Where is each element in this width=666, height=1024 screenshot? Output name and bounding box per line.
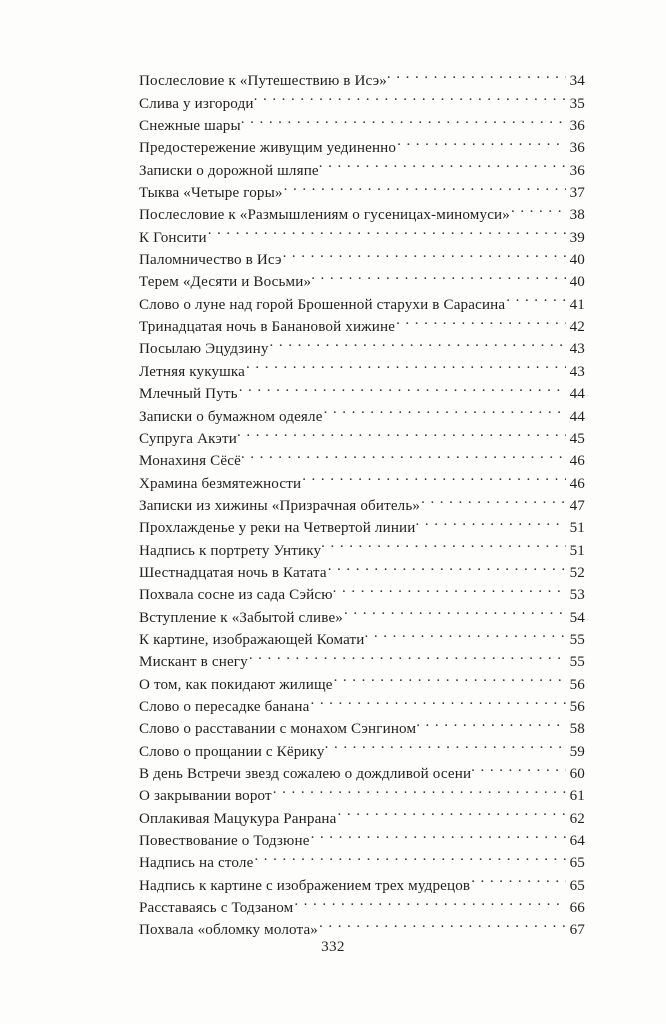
toc-entry-page-number: 61 <box>569 788 585 805</box>
toc-entry-title: Послесловие к «Путешествию в Исэ» <box>139 73 387 90</box>
toc-entry-page-number: 56 <box>569 698 585 715</box>
toc-leader-dots <box>396 309 566 331</box>
toc-leader-dots <box>283 242 566 264</box>
toc-entry-page-number: 55 <box>569 631 585 648</box>
toc-entry-title: Монахиня Сёсё <box>139 453 241 470</box>
toc-leader-dots <box>273 778 566 800</box>
toc-entry[interactable] <box>139 63 585 90</box>
toc-leader-dots <box>254 845 566 867</box>
toc-leader-dots <box>284 175 566 197</box>
toc-entry-title: Записки о дорожной шляпе <box>139 162 319 179</box>
toc-entry-title: К картине, изображающей Комати <box>139 631 365 648</box>
toc-entry-page-number: 65 <box>569 855 585 872</box>
toc-leader-dots <box>397 130 566 152</box>
toc-entry-title: Паломничество в Исэ <box>139 252 282 269</box>
toc-entry-page-number: 40 <box>569 274 585 291</box>
toc-entry-page-number: 35 <box>569 95 585 112</box>
toc-entry-title: Слово о луне над горой Брошенной старухи в Сарасина <box>139 296 506 313</box>
toc-leader-dots <box>511 197 566 219</box>
toc-entry-page-number: 60 <box>569 766 585 782</box>
toc-leader-dots <box>506 286 566 308</box>
toc-leader-dots <box>319 912 566 934</box>
toc-leader-dots <box>416 711 566 733</box>
toc-leader-dots <box>294 890 566 912</box>
page-folio-number: 332 <box>321 938 345 955</box>
toc-entry-title: Летняя кукушка <box>139 363 246 380</box>
toc-entry-page-number: 45 <box>569 430 585 447</box>
toc-entry-title: О закрывании ворот <box>139 788 272 805</box>
toc-leader-dots <box>334 666 566 688</box>
toc-leader-dots <box>387 63 566 85</box>
toc-entry-title: Похвала «обломку молота» <box>139 922 318 939</box>
toc-entry-title: Слово о расставании с монахом Сэнгином <box>139 721 417 738</box>
toc-leader-dots <box>325 733 566 755</box>
toc-entry-page-number: 36 <box>569 162 585 179</box>
toc-entry-page-number: 44 <box>569 408 585 425</box>
toc-entry-title: Снежные шары <box>139 118 241 135</box>
toc-entry-title: Слива у изгороди <box>139 95 254 112</box>
toc-leader-dots <box>365 622 566 644</box>
toc-entry-title: Тринадцатая ночь в Банановой хижине <box>139 319 396 336</box>
toc-entry-page-number: 37 <box>569 185 585 202</box>
toc-entry-page-number: 67 <box>569 922 585 939</box>
toc-leader-dots <box>328 555 566 577</box>
toc-leader-dots <box>237 421 566 443</box>
toc-entry-title: Посылаю Эцудзину <box>139 341 269 358</box>
toc-entry-title: Надпись на столе <box>139 855 254 872</box>
toc-entry-title: Надпись к картине с изображением трех мудрецов <box>139 877 471 894</box>
toc-leader-dots <box>302 465 566 487</box>
toc-entry-title: Млечный Путь <box>139 386 238 403</box>
toc-leader-dots <box>321 532 566 554</box>
toc-entry-page-number: 38 <box>569 207 585 224</box>
toc-leader-dots <box>319 152 566 174</box>
toc-leader-dots <box>270 331 566 353</box>
toc-entry-title: Расставаясь с Тодзаном <box>139 900 294 917</box>
toc-entry-page-number: 59 <box>569 743 585 760</box>
toc-entry-page-number: 64 <box>569 833 585 850</box>
toc-leader-dots <box>416 510 566 532</box>
toc-leader-dots <box>241 443 566 465</box>
toc-entry-title: Вступление к «Забытой сливе» <box>139 609 343 626</box>
toc-entry-title: Прохлажденье у реки на Четвертой линии <box>139 520 416 537</box>
toc-entry-page-number: 51 <box>569 520 585 537</box>
table-of-contents-list <box>139 63 585 939</box>
toc-entry-page-number: 39 <box>569 229 585 246</box>
toc-leader-dots <box>344 599 566 621</box>
toc-entry-title: Шестнадцатая ночь в Катата <box>139 564 327 581</box>
toc-entry-page-number: 47 <box>569 497 585 514</box>
toc-leader-dots <box>310 689 566 711</box>
toc-entry-page-number: 62 <box>569 810 585 827</box>
toc-entry-page-number: 51 <box>569 542 585 559</box>
toc-entry-page-number: 56 <box>569 676 585 693</box>
toc-leader-dots <box>421 488 566 510</box>
toc-leader-dots <box>208 219 566 241</box>
toc-entry-page-number: 54 <box>569 609 585 626</box>
toc-leader-dots <box>338 800 566 822</box>
toc-leader-dots <box>249 644 566 666</box>
toc-entry-page-number: 44 <box>569 386 585 403</box>
toc-entry-title: Предостережение живущим уединенно <box>139 140 397 157</box>
toc-leader-dots <box>311 264 566 286</box>
toc-leader-dots <box>239 376 566 398</box>
toc-entry-title: Слово о пересадке банана <box>139 698 310 715</box>
toc-entry-title: Похвала сосне из сада Сэйсю <box>139 587 333 604</box>
toc-leader-dots <box>324 398 566 420</box>
toc-entry-page-number: 66 <box>569 900 585 917</box>
toc-entry-page-number: 36 <box>569 140 585 157</box>
toc-entry-page-number: 55 <box>569 654 585 671</box>
toc-leader-dots <box>333 577 566 599</box>
toc-leader-dots <box>471 756 566 778</box>
toc-entry-page-number: 34 <box>569 73 585 90</box>
toc-entry-title: В день Встречи звезд сожалею о дождливой осени <box>139 766 472 782</box>
toc-leader-dots <box>311 823 566 845</box>
toc-entry-page-number: 65 <box>569 877 585 894</box>
toc-leader-dots <box>471 867 566 889</box>
toc-entry-title: Записки о бумажном одеяле <box>139 408 323 425</box>
toc-entry-title: Терем «Десяти и Восьми» <box>139 274 312 291</box>
toc-entry-title: О том, как покидают жилище <box>139 676 333 693</box>
toc-entry-page-number: 41 <box>569 296 585 313</box>
toc-entry-page-number: 58 <box>569 721 585 738</box>
toc-entry-page-number: 52 <box>569 564 585 581</box>
toc-entry-page-number: 43 <box>569 341 585 358</box>
toc-entry-title: Надпись к портрету Унтику <box>139 542 322 559</box>
toc-leader-dots <box>254 85 566 107</box>
toc-entry-page-number: 46 <box>569 453 585 470</box>
toc-entry-page-number: 43 <box>569 363 585 380</box>
toc-entry-title: Супруга Акэти <box>139 430 238 447</box>
toc-entry-page-number: 46 <box>569 475 585 492</box>
toc-entry-title: Тыква «Четыре горы» <box>139 185 283 202</box>
toc-entry-title: К Гонсити <box>139 229 207 246</box>
toc-entry-page-number: 42 <box>569 319 585 336</box>
toc-entry-title: Послесловие к «Размышлениям о гусеницах-миномуси» <box>139 207 510 224</box>
toc-entry-title: Записки из хижины «Призрачная обитель» <box>139 497 421 514</box>
toc-entry-page-number: 36 <box>569 118 585 135</box>
toc-leader-dots <box>246 353 566 375</box>
toc-entry-page-number: 40 <box>569 252 585 269</box>
toc-entry-title: Слово о прощании с Кёрику <box>139 743 325 760</box>
toc-entry-title: Оплакивая Мацукура Ранрана <box>139 810 337 827</box>
toc-leader-dots <box>241 108 566 130</box>
toc-entry-page-number: 53 <box>569 587 585 604</box>
toc-entry-title: Повествование о Тодзюне <box>139 833 310 850</box>
toc-entry-title: Мискант в снегу <box>139 654 248 671</box>
toc-entry-title: Храмина безмятежности <box>139 475 302 492</box>
